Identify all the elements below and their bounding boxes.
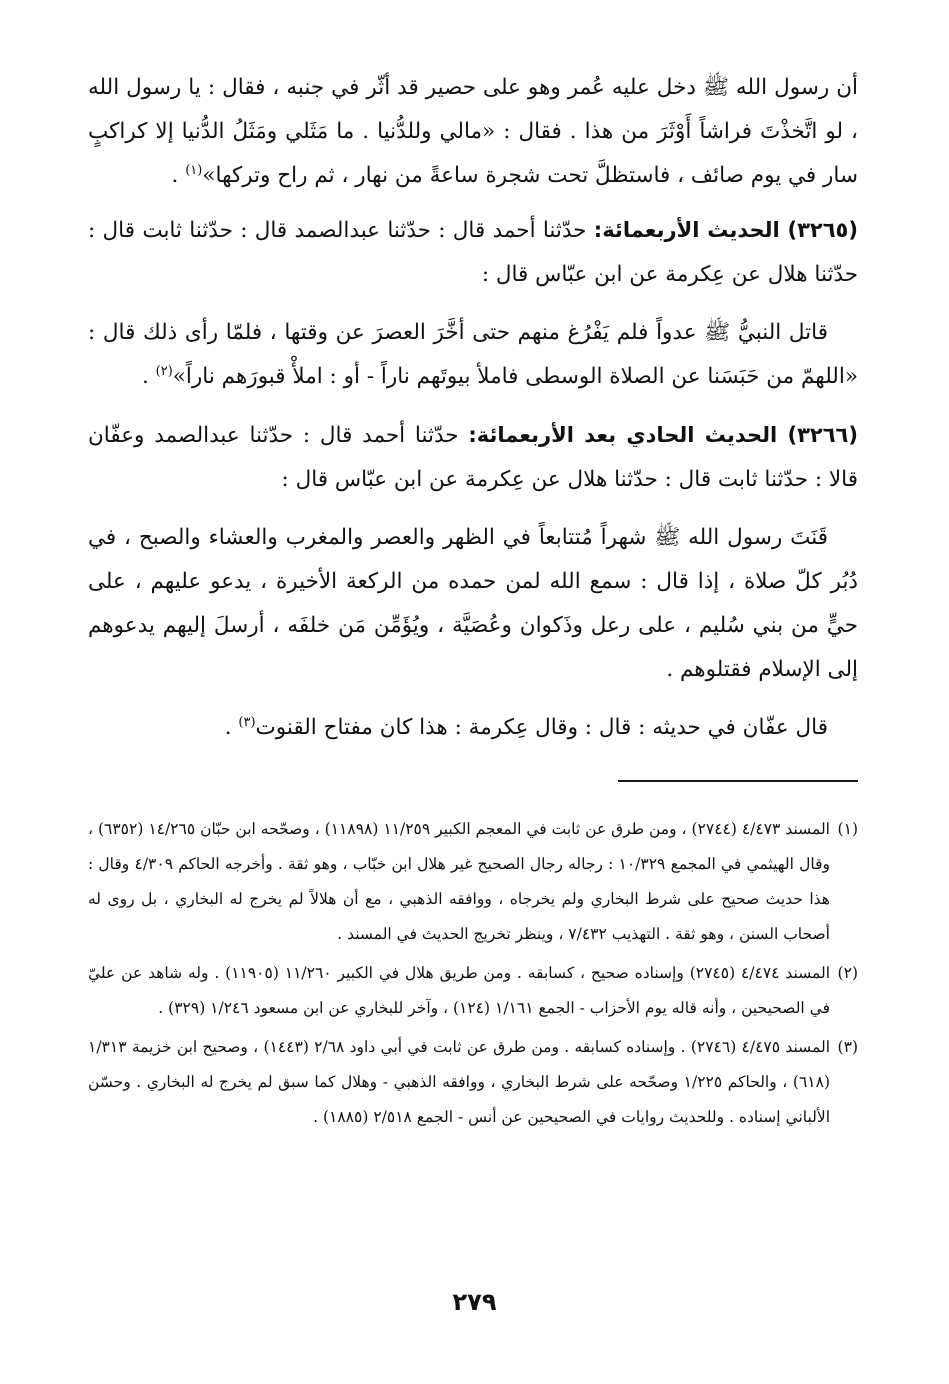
footnote-3	[88, 1030, 858, 1135]
intro-text: أن رسول الله ﷺ دخل عليه عُمر وهو على حصير قد أثّر في جنبه ، فقال : يا رسول الله ، لو اتَّخذْتَ فراشاً أَوْثَرَ من هذا . فقال : «مالي وللدُّنيا . ما مَثَلي ومَثَلُ الدُّنيا إلا كراكبٍ سار في يوم صائف ، فاستظلَّ تحت شجرة ساعةً من نهار ، ثم راح وتركها»	[88, 75, 858, 188]
hadith-3265-footnote-ref: (٢)	[155, 363, 173, 379]
hadith-3266-matn-text: قَنَتَ رسول الله ﷺ شهراً مُتتابعاً في الظهر والعصر والمغرب والعشاء والصبح ، في دُبُر كلّ صلاة ، إذا قال : سمع الله لمن حمده من الركعة الأخيرة ، يدعو عليهم ، على حيٍّ من بني سُليم ، على رعل وذَكوان وعُصَيَّة ، ويُؤَمِّن مَن خلفَه ، أرسلَ إليهم يدعوهم إلى الإسلام فقتلوهم .	[88, 525, 858, 682]
hadith-3266-end: .	[224, 715, 239, 740]
hadith-3266-matn	[88, 516, 858, 692]
hadith-3265-heading: (٣٢٦٥) الحديث الأربعمائة:	[593, 218, 858, 242]
page-number: ٢٧٩	[452, 1288, 497, 1316]
hadith-3265-matn-text: قاتل النبيُّ ﷺ عدواً فلم يَفْرُغ منهم حتى أخَّرَ العصرَ عن وقتها ، فلمّا رأى ذلك قال : «اللهمّ من حَبَسَنا عن الصلاة الوسطى فاملأ بيوتَهم ناراً - أو : املأْ قبورَهم ناراً»	[88, 320, 858, 389]
hadith-3265-isnad-text: حدّثنا أحمد قال : حدّثنا عبدالصمد قال : حدّثنا ثابت قال : حدّثنا هلال عن عِكرمة عن ابن عبّاس قال :	[88, 218, 858, 287]
hadith-3265-matn	[88, 311, 858, 399]
intro-footnote-ref: (١)	[185, 162, 203, 178]
page-body	[88, 66, 858, 1139]
footnote-3-number: (٣)	[837, 1038, 858, 1056]
hadith-3266-isnad	[88, 413, 858, 502]
hadith-3266-closing	[88, 706, 858, 750]
footnote-2	[88, 956, 858, 1026]
intro-paragraph	[88, 66, 858, 198]
footnotes	[88, 812, 858, 1135]
footnote-1-number: (١)	[837, 820, 858, 838]
hadith-3266-heading: (٣٢٦٦) الحديث الحادي بعد الأربعمائة:	[468, 423, 858, 447]
hadith-3266-closing-text: قال عفّان في حديثه : قال : وقال عِكرمة : هذا كان مفتاح القنوت	[255, 715, 828, 740]
footnote-2-text: المسند ٤/٤٧٤ (٢٧٤٥) وإسناده صحيح ، كسابقه . ومن طريق هلال في الكبير ١١/٢٦٠ (١١٩٠٥) . وله شاهد عن عليّ في الصحيحين ، وأنه قاله يوم الأحزاب - الجمع ١/١٦١ (١٢٤) ، وآخر للبخاري عن ابن مسعود ١/٢٤٦ (٣٢٩) .	[88, 964, 831, 1017]
footnote-3-text: المسند ٤/٤٧٥ (٢٧٤٦) . وإسناده كسابقه . ومن طرق عن ثابت في أبي داود ٢/٦٨ (١٤٤٣) ، وصحيح ابن خزيمة ١/٣١٣ (٦١٨) ، والحاكم ١/٢٢٥ وصحّحه على شرط البخاري ، ووافقه الذهبي - وهلال كما سبق لم يخرج له البخاري . وحسّن الألباني إسناده . وللحديث روايات في الصحيحين عن أنس - الجمع ٢/٥١٨ (١٨٨٥) .	[88, 1038, 830, 1126]
hadith-3266-footnote-ref: (٣)	[238, 714, 256, 730]
footnote-divider	[618, 780, 858, 782]
footnote-2-number: (٢)	[837, 964, 858, 982]
hadith-3265-end: .	[141, 364, 156, 389]
footnote-1	[88, 812, 858, 952]
footnote-1-text: المسند ٤/٤٧٣ (٢٧٤٤) ، ومن طرق عن ثابت في المعجم الكبير ١١/٢٥٩ (١١٨٩٨) ، وصحّحه ابن حبّان ١٤/٢٦٥ (٦٣٥٢) ، وقال الهيثمي في المجمع ١٠/٣٢٩ : رجاله رجال الصحيح غير هلال ابن خبّاب ، وهو ثقة . وأخرجه الحاكم ٤/٣٠٩ وقال : هذا حديث صحيح على شرط البخاري ولم يخرجاه ، ووافقه الذهبي ، مع أن هلالاً لم يخرج له البخاري ، بل روى له أصحاب السنن ، وهو ثقة . التهذيب ٧/٤٣٢ ، وينظر تخريج الحديث في المسند .	[88, 820, 830, 943]
hadith-3265-isnad	[88, 208, 858, 297]
intro-end: .	[171, 163, 186, 188]
hadith-3266-isnad-text: حدّثنا أحمد قال : حدّثنا عبدالصمد وعفّان قالا : حدّثنا ثابت قال : حدّثنا هلال عن عِكرمة عن ابن عبّاس قال :	[88, 423, 858, 492]
